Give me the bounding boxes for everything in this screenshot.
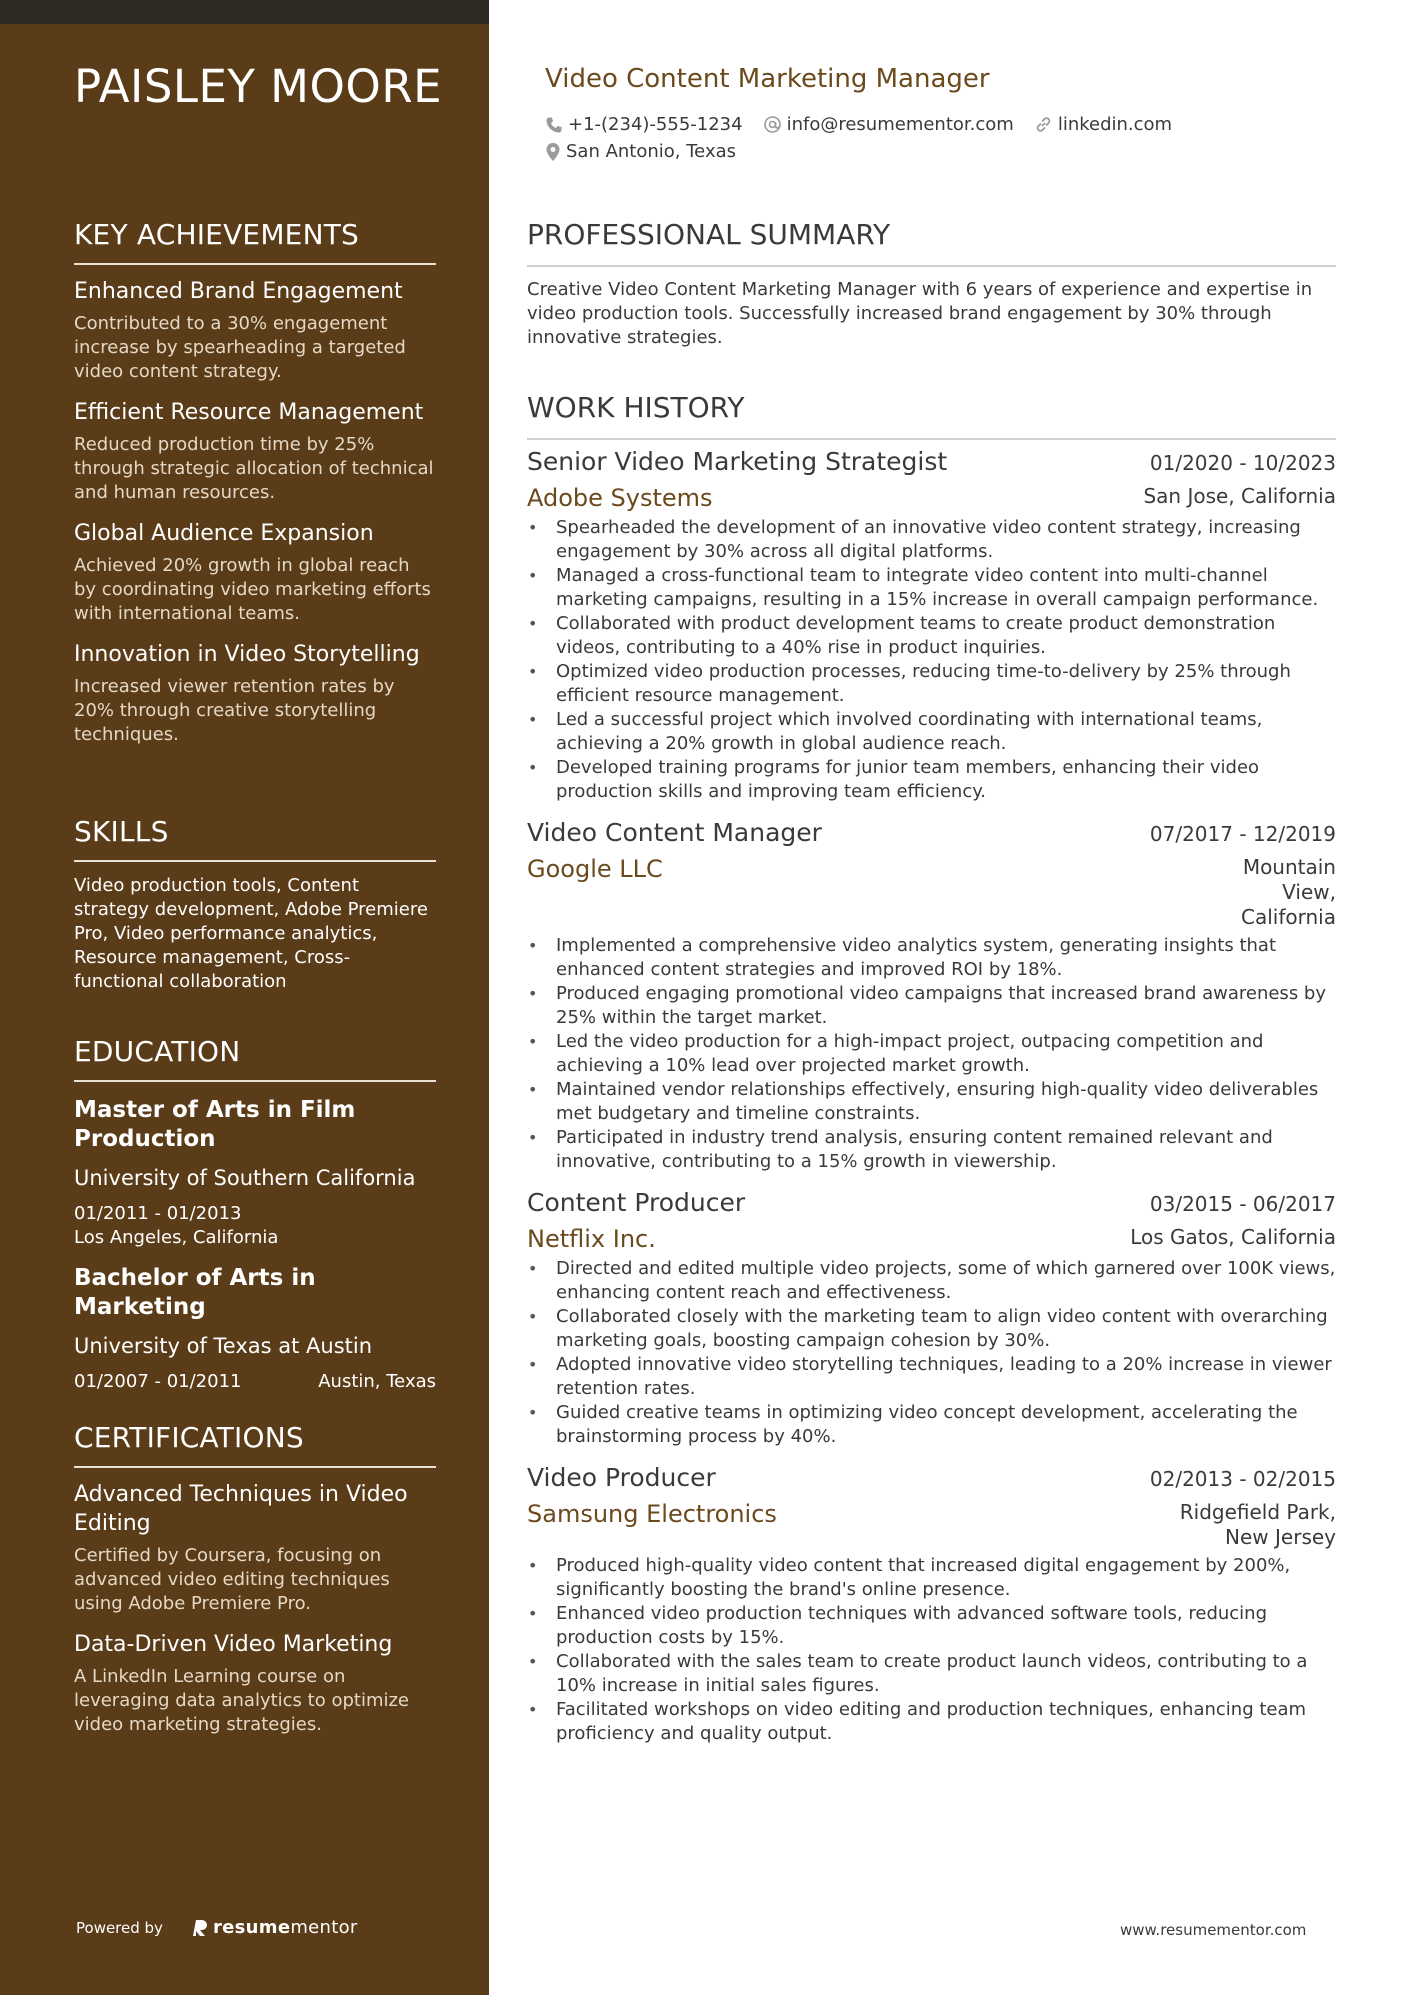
contact-email[interactable] xyxy=(763,114,1014,135)
location-pin-icon xyxy=(545,142,561,162)
list-item: • Facilitated workshops on video editing and production techniques, enhancing team proficiency and quality output. xyxy=(527,1698,1336,1746)
achievement-item xyxy=(74,519,436,626)
achievements-heading: KEY ACHIEVEMENTS xyxy=(74,218,436,265)
contact-location xyxy=(545,141,756,162)
certification-item xyxy=(74,1480,436,1616)
education-school: University of Southern California xyxy=(74,1166,416,1190)
brand-name-bold: resume xyxy=(212,1917,291,1938)
job-dates: 07/2017 - 12/2019 xyxy=(1149,822,1336,846)
list-item: • Produced high-quality video content that increased digital engagement by 200%, significantly boosting the brand's online presence. xyxy=(527,1554,1336,1602)
certification-desc: A LinkedIn Learning course on leveraging data analytics to optimize video marketing strategies. xyxy=(74,1666,410,1735)
brand-name-light: mentor xyxy=(290,1917,358,1938)
certification-desc: Certified by Coursera, focusing on advanced video editing techniques using Adobe Premiere Pro. xyxy=(74,1545,390,1614)
sidebar-top-band xyxy=(0,0,489,24)
summary-heading: PROFESSIONAL SUMMARY xyxy=(527,218,1336,267)
job-header xyxy=(527,1463,1336,1492)
brand-logo[interactable] xyxy=(193,1917,358,1938)
education-dates: 01/2007 - 01/2011 xyxy=(74,1371,242,1392)
contact-location-item xyxy=(545,141,736,162)
list-item: • Produced engaging promotional video campaigns that increased brand awareness by 25% within the target market. xyxy=(527,982,1336,1030)
list-item: • Enhanced video production techniques with advanced software tools, reducing production costs by 15%. xyxy=(527,1602,1336,1650)
achievement-title: Global Audience Expansion xyxy=(74,521,374,546)
achievement-item xyxy=(74,398,436,505)
job-company: Samsung Electronics xyxy=(527,1500,777,1528)
job-company-row xyxy=(527,855,1336,930)
education-heading: EDUCATION xyxy=(74,1035,436,1082)
achievement-title: Efficient Resource Management xyxy=(74,400,424,425)
job-header xyxy=(527,818,1336,847)
job-location: San Jose, California xyxy=(1143,484,1336,508)
job-entry xyxy=(527,1188,1336,1449)
achievement-desc: Reduced production time by 25% through strategic allocation of technical and human resources. xyxy=(74,434,434,503)
achievement-item xyxy=(74,640,436,747)
job-company-row xyxy=(527,1500,1336,1550)
education-degree: Master of Arts in Film Production xyxy=(74,1097,356,1152)
education-meta-row xyxy=(74,1370,436,1394)
job-role: Senior Video Marketing Strategist xyxy=(527,447,948,476)
achievement-title: Innovation in Video Storytelling xyxy=(74,642,420,667)
list-item: • Collaborated closely with the marketing team to align video content with overarching marketing goals, boosting campaign cohesion by 30%. xyxy=(527,1305,1336,1353)
list-item: • Developed training programs for junior team members, enhancing their video production skills and improving team efficiency. xyxy=(527,756,1336,804)
achievements-section xyxy=(74,218,436,761)
phone-icon xyxy=(545,116,563,134)
job-location: Los Gatos, California xyxy=(1130,1225,1336,1249)
job-bullets xyxy=(527,1257,1336,1449)
phone-text: +1-(234)-555-1234 xyxy=(568,114,743,135)
list-item: • Collaborated with the sales team to create product launch videos, contributing to a 10% increase in initial sales figures. xyxy=(527,1650,1336,1698)
candidate-name: PAISLEY MOORE xyxy=(74,60,443,113)
email-text: info@resumementor.com xyxy=(786,114,1014,135)
certification-item xyxy=(74,1630,436,1737)
email-at-icon xyxy=(763,115,782,134)
certifications-section xyxy=(74,1421,436,1751)
job-title: Video Content Marketing Manager xyxy=(545,64,990,94)
contact-phone xyxy=(545,114,743,135)
job-role: Video Content Manager xyxy=(527,818,822,847)
achievement-item xyxy=(74,277,436,384)
list-item: • Optimized video production processes, reducing time-to-delivery by 25% through efficient resource management. xyxy=(527,660,1336,708)
list-item: • Maintained vendor relationships effectively, ensuring high-quality video deliverables met budgetary and timeline constraints. xyxy=(527,1078,1336,1126)
link-icon xyxy=(1034,115,1053,134)
certifications-heading: CERTIFICATIONS xyxy=(74,1421,436,1468)
location-text: San Antonio, Texas xyxy=(566,141,736,162)
job-header xyxy=(527,447,1336,476)
job-company: Adobe Systems xyxy=(527,484,713,512)
job-dates: 02/2013 - 02/2015 xyxy=(1149,1467,1336,1491)
job-location: Mountain View, California xyxy=(1241,855,1336,929)
list-item: • Led a successful project which involved coordinating with international teams, achieving a 20% growth in global audience reach. xyxy=(527,708,1336,756)
job-dates: 01/2020 - 10/2023 xyxy=(1149,451,1336,475)
job-company: Google LLC xyxy=(527,855,663,883)
skills-heading: SKILLS xyxy=(74,815,436,862)
certification-title: Advanced Techniques in Video Editing xyxy=(74,1482,408,1536)
skills-section xyxy=(74,815,436,994)
list-item: • Adopted innovative video storytelling techniques, leading to a 20% increase in viewer retention rates. xyxy=(527,1353,1336,1401)
job-bullets xyxy=(527,516,1336,804)
list-item: • Directed and edited multiple video projects, some of which garnered over 100K views, enhancing content reach and effectiveness. xyxy=(527,1257,1336,1305)
education-degree: Bachelor of Arts in Marketing xyxy=(74,1265,316,1320)
education-section xyxy=(74,1035,436,1394)
job-entry xyxy=(527,1463,1336,1746)
list-item: • Implemented a comprehensive video analytics system, generating insights that enhanced content strategies and improved ROI by 18%. xyxy=(527,934,1336,982)
job-company: Netflix Inc. xyxy=(527,1225,656,1253)
powered-by xyxy=(76,1917,358,1938)
job-location: Ridgefield Park, New Jersey xyxy=(1179,1500,1336,1549)
sidebar xyxy=(0,0,489,1995)
list-item: • Led the video production for a high-impact project, outpacing competition and achieving a 10% lead over projected market growth. xyxy=(527,1030,1336,1078)
certification-title: Data-Driven Video Marketing xyxy=(74,1632,393,1657)
job-bullets xyxy=(527,934,1336,1174)
job-header xyxy=(527,1188,1336,1217)
job-company-row xyxy=(527,1225,1336,1253)
education-location: Austin, Texas xyxy=(318,1371,436,1392)
achievement-title: Enhanced Brand Engagement xyxy=(74,279,403,304)
education-location: Los Angeles, California xyxy=(74,1227,279,1248)
contact-linkedin[interactable] xyxy=(1034,114,1172,135)
education-item xyxy=(74,1264,436,1394)
job-company-row xyxy=(527,484,1336,512)
work-history-list xyxy=(527,447,1336,1760)
job-role: Content Producer xyxy=(527,1188,746,1217)
achievement-desc: Contributed to a 30% engagement increase by spearheading a targeted video content strategy. xyxy=(74,313,406,382)
job-bullets xyxy=(527,1554,1336,1746)
job-role: Video Producer xyxy=(527,1463,716,1492)
job-entry xyxy=(527,818,1336,1174)
list-item: • Collaborated with product development teams to create product demonstration videos, contributing to a 40% rise in product inquiries. xyxy=(527,612,1336,660)
list-item: • Spearheaded the development of an innovative video content strategy, increasing engagement by 30% across all digital platforms. xyxy=(527,516,1336,564)
skills-list: Video production tools, Content strategy development, Adobe Premiere Pro, Video performance analytics, Resource management, Cross-functional collaboration xyxy=(74,875,428,992)
education-school: University of Texas at Austin xyxy=(74,1334,373,1358)
linkedin-text: linkedin.com xyxy=(1057,114,1173,135)
list-item: • Participated in industry trend analysis, ensuring content remained relevant and innovative, contributing to a 15% growth in viewership. xyxy=(527,1126,1336,1174)
contact-line xyxy=(545,114,1192,135)
list-item: • Guided creative teams in optimizing video concept development, accelerating the brainstorming process by 40%. xyxy=(527,1401,1336,1449)
achievement-desc: Achieved 20% growth in global reach by coordinating video marketing efforts with international teams. xyxy=(74,555,431,624)
job-entry xyxy=(527,447,1336,804)
footer-site-url[interactable]: www.resumementor.com xyxy=(1120,1921,1307,1939)
resumementor-logo-icon xyxy=(193,1918,209,1938)
education-item xyxy=(74,1096,436,1250)
job-dates: 03/2015 - 06/2017 xyxy=(1149,1192,1336,1216)
education-dates: 01/2011 - 01/2013 xyxy=(74,1203,242,1224)
powered-by-label: Powered by xyxy=(76,1918,163,1937)
achievement-desc: Increased viewer retention rates by 20% through creative storytelling techniques. xyxy=(74,676,395,745)
summary-text: Creative Video Content Marketing Manager with 6 years of experience and expertise in video production tools. Successfully increased brand engagement by 30% through innovative strategies. xyxy=(527,279,1313,348)
work-history-heading: WORK HISTORY xyxy=(527,391,1336,440)
list-item: • Managed a cross-functional team to integrate video content into multi-channel marketing campaigns, resulting in a 15% increase in overall campaign performance. xyxy=(527,564,1336,612)
